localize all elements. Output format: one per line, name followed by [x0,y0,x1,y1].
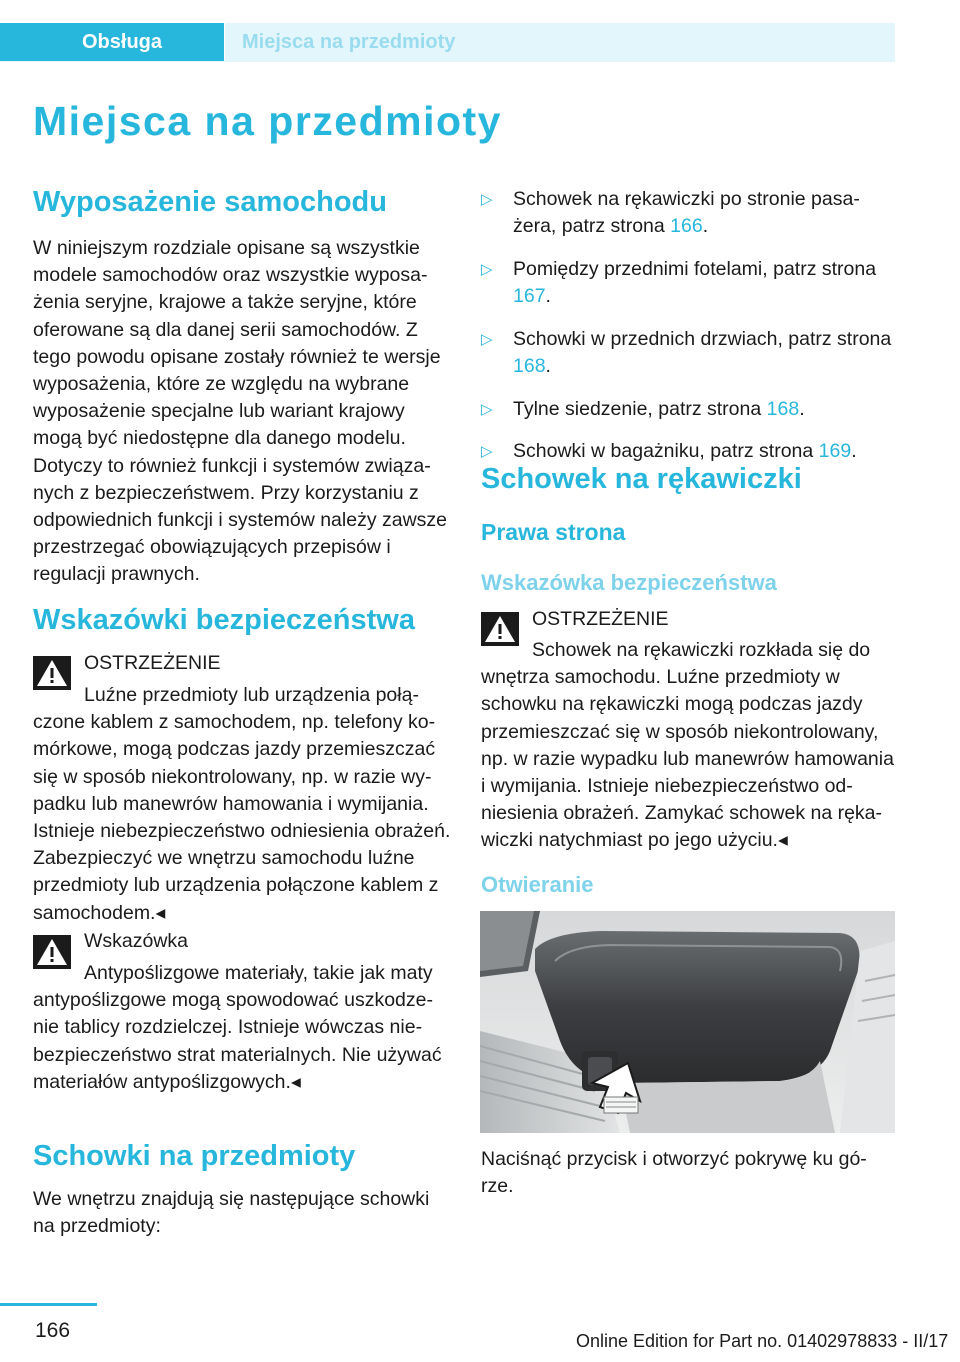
paragraph-schowki: We wnętrzu znajdują się następujące schowki na przedmioty: [33,1188,430,1238]
edition-label: Online Edition for Part no. 01402978833 - II/17 [576,1331,949,1351]
list-item: ▷ Schowki w przednich drzwiach, patrz strona 168. [481,327,892,378]
list-item: ▷ Pomiędzy przednimi fotelami, patrz strona 167. [481,257,877,308]
heading-schowek-na-rekawiczki: Schowek na rękawiczki [481,463,802,495]
heading-wskazowka-bezpieczenstwa: Wskazówka bezpieczeństwa [481,570,777,595]
page-title: Miejsca na przedmioty [33,98,502,144]
list-item: ▷ Schowek na rękawiczki po stronie pasażera, patrz strona 166. [481,188,860,238]
heading-wyposazenie: Wyposażenie samochodu [33,186,387,218]
footer-rule [0,1303,97,1306]
list-item: ▷ Tylne siedzenie, patrz strona 168. [481,396,896,423]
warning-label-wskazowka: Wskazówka [84,930,189,952]
page-link-167[interactable]: 167 [513,285,546,308]
page-link-166[interactable]: 166 [670,215,703,238]
warning-text-antyposlizgowe: Antypoślizgowe materiały, takie jak maty antypoślizgowe mogą spowodować uszkodzenie tablicy rozdzielczej. Istnieje wówczas niebezpieczeństwo strat materialnych. Nie używać materiałów antypoślizgowych.◂ [33,962,442,1093]
page-link-168[interactable]: 168 [766,397,800,420]
heading-otwieranie: Otwieranie [481,872,594,897]
warning-text-luzne: Luźne przedmioty lub urządzenia połączone kablem z samochodem, np. telefony komórkowe, mogą podczas jazdy przemieszczać się w sposób niekontrolowany, np. w razie wypadku lub manewrów hamowania i wymijania. Istnieje niebezpieczeństwo odniesienia obrażeń. Zabezpieczyć we wnętrzu samochodu luźne przedmioty lub urządzenia połączone kablem z samochodem.◂ [33,684,451,924]
list-marker-icon: ▷ [481,260,493,278]
warning-label-ostrzezenie: OSTRZEŻENIE [84,652,221,674]
tab-miejsca-na-przedmioty[interactable]: Miejsca na przedmioty [225,23,895,61]
glovebox-photo [480,911,895,1133]
warning-label-ostrzezenie: OSTRZEŻENIE [532,608,669,630]
list-item: ▷ Schowki w bagażniku, patrz strona 169. [481,438,896,465]
heading-prawa-strona: Prawa strona [481,519,626,545]
storage-list [481,186,896,481]
page-number: 166 [35,1319,71,1342]
heading-wskazowki-bezpieczenstwa: Wskazówki bezpieczeństwa [33,604,415,636]
list-marker-icon: ▷ [481,330,493,348]
paragraph-wyposazenie: W niniejszym rozdziale opisane są wszystkie modele samochodów oraz wszystkie wyposażenia seryjne, krajowe a także seryjne, które oferowane są dla danej serii samochodów. Z tego powodu opisane zostały również te wersje wyposażenia, które ze względu na wybrane wyposażenie specjalne lub wariant krajowy mogą być niedostępne dla danego modelu. Dotyczy to również funkcji i systemów związanych z bezpieczeństwem. Przy korzystaniu z odpowiednich funkcji i systemów należy zawsze przestrzegać obowiązujących przepisów i regulacji prawnych. [33,237,448,586]
list-marker-icon: ▷ [481,191,493,208]
warning-text-schowek: Schowek na rękawiczki rozkłada się do wnętrza samochodu. Luźne przedmioty w schowku na rękawiczki mogą podczas jazdy przemieszczać się w sposób niekontrolowany, np. w razie wypadku lub manewrów hamowania i wymijania. Istnieje niebezpieczeństwo odniesienia obrażeń. Zamykać schowek na rękawiczki natychmiast po jego użyciu.◂ [481,639,894,852]
heading-schowki: Schowki na przedmioty [33,1140,356,1172]
tab-obsluga[interactable]: Obsługa [0,23,224,61]
page-link-168[interactable]: 168 [513,355,546,378]
list-marker-icon: ▷ [481,443,493,461]
page-link-169[interactable]: 169 [818,440,852,463]
caption-otwieranie: Naciśnąć przycisk i otworzyć pokrywę ku górze. [481,1148,867,1198]
list-marker-icon: ▷ [481,400,493,418]
